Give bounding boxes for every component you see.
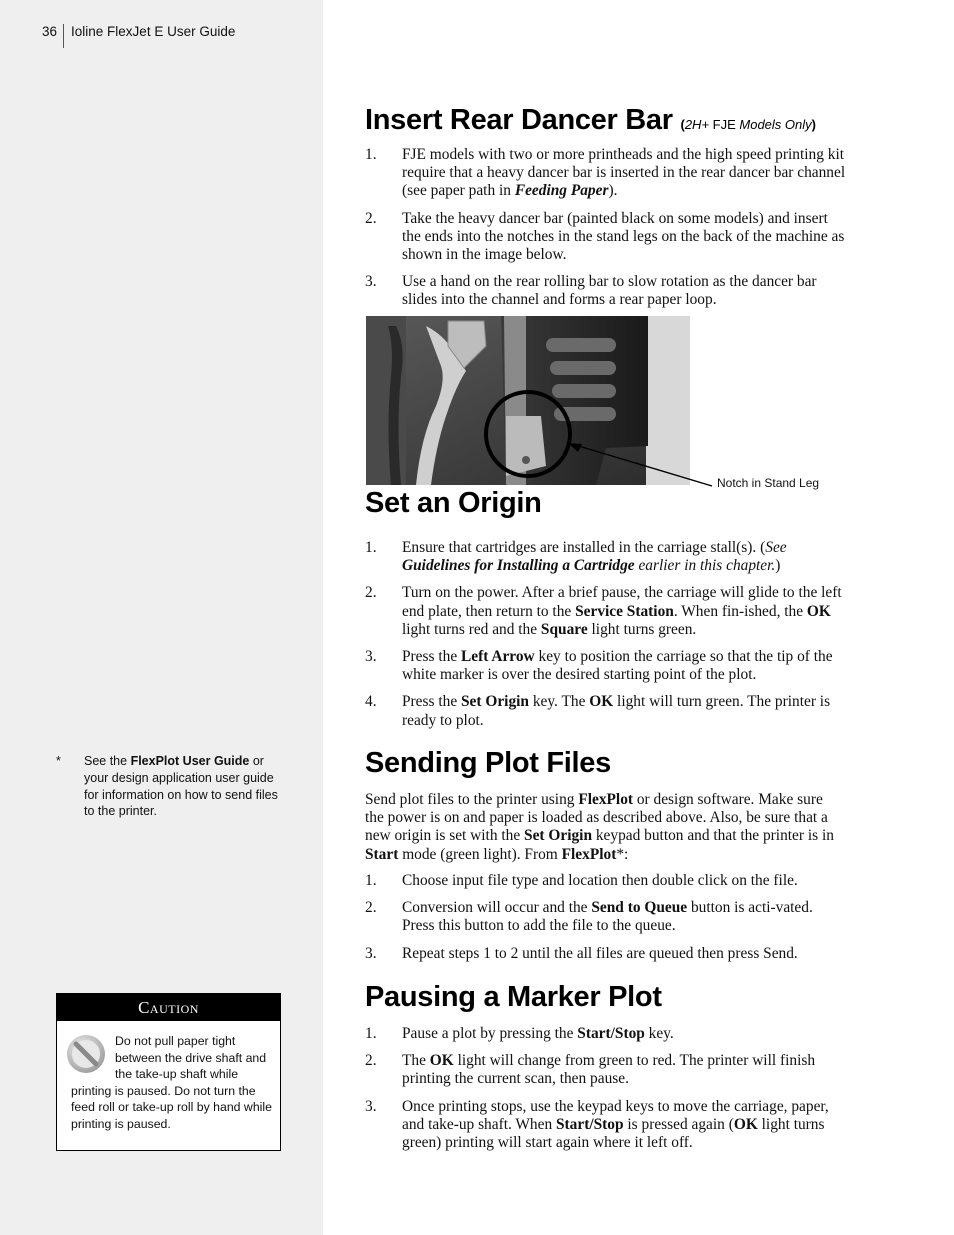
step-number: 3. — [365, 648, 377, 666]
step-text: Turn on the power. After a brief pause, the carriage will glide to the left end plate, then return to the — [402, 584, 842, 620]
key-term: FlexPlot — [561, 845, 617, 863]
footnote-text-part: or your design application user guide for information on how to send files to the printer. — [84, 754, 278, 819]
step-number: 1. — [365, 539, 377, 556]
list-item — [365, 945, 847, 963]
step-text: key to position the carriage so that the tip of the white marker is over the desired starting point of the plot. — [402, 648, 833, 684]
key-term: Start/Stop — [577, 1025, 645, 1042]
list-item — [365, 584, 847, 639]
insert-steps-list — [365, 146, 847, 319]
footnote-text-part: See the — [84, 754, 131, 768]
step-text: The — [402, 1052, 430, 1070]
step-text: FJE models with two or more printheads and the high speed printing kit require that a heavy dancer bar is inserted in the rear dancer bar channel (see paper path in — [402, 146, 846, 200]
key-term: Service Station — [575, 602, 674, 620]
qualifier-part: FJE — [712, 117, 736, 132]
qualifier-part: 2H+ — [684, 117, 713, 132]
key-term: Set Origin — [461, 693, 529, 711]
step-text: Conversion will occur and the — [402, 899, 592, 917]
no-symbol-icon — [65, 1033, 107, 1075]
list-item — [365, 273, 847, 309]
paren-open: ( — [680, 117, 685, 132]
step-text: . When fin-ished, the — [673, 602, 807, 620]
heading-qualifier — [680, 117, 816, 132]
body-text: or design software. Make sure the power is on and paper is loaded as described above. Also, be sure that a new origin is set with the — [365, 791, 828, 845]
footnote-marker: * — [56, 754, 61, 768]
section-heading-insert-rear-dancer-bar — [365, 104, 816, 137]
body-text: keypad button and that the printer is in — [592, 827, 834, 845]
body-text: mode (green light). From — [398, 845, 562, 863]
page-number: 36 — [42, 24, 58, 39]
paren-close: ) — [811, 117, 816, 132]
step-text: light will turn green. The printer is ready to plot. — [402, 693, 831, 729]
key-term: FlexPlot — [578, 791, 634, 808]
key-term: Send to Queue — [591, 899, 688, 917]
key-term: Start/Stop — [556, 1115, 624, 1133]
heading-text: Insert Rear Dancer Bar — [365, 104, 673, 136]
section-heading-sending-plot-files: Sending Plot Files — [365, 747, 611, 779]
sending-steps-list — [365, 872, 847, 972]
list-item — [365, 1025, 847, 1043]
step-text: key. The — [528, 693, 590, 711]
step-text: Choose input file type and location then double click on the file. — [402, 872, 798, 889]
step-text: Take the heavy dancer bar (painted black on some models) and insert the ends into the notches in the stand legs on the back of the machine as shown in the image below. — [402, 209, 845, 264]
step-number: 1. — [365, 1025, 377, 1042]
step-text: light will change from green to red. The printer will finish printing the current scan, then pause. — [402, 1052, 816, 1088]
list-item — [365, 693, 847, 729]
body-text: *: — [616, 845, 629, 863]
key-term: OK — [429, 1052, 454, 1070]
list-item — [365, 899, 847, 935]
key-term: Square — [540, 620, 588, 638]
photo-caption: Notch in Stand Leg — [717, 476, 820, 490]
step-text: key. — [644, 1025, 674, 1042]
step-number: 1. — [365, 146, 377, 163]
list-item — [365, 648, 847, 684]
body-text: Send plot files to the printer using — [365, 791, 579, 808]
section-heading-pausing-a-marker-plot: Pausing a Marker Plot — [365, 981, 662, 1013]
footnote-emphasis: FlexPlot User Guide — [130, 754, 250, 768]
step-text: Press the — [402, 693, 461, 711]
step-text: Repeat steps 1 to 2 until the all files are queued then press Send. — [402, 944, 798, 962]
step-text: ). — [608, 182, 618, 200]
key-term: Start — [365, 845, 399, 863]
key-term: OK — [733, 1115, 758, 1133]
caution-body — [57, 1021, 280, 1133]
header-divider — [63, 24, 64, 48]
qualifier-part: Models Only — [735, 117, 812, 132]
list-item — [365, 539, 847, 575]
step-number: 2. — [365, 209, 377, 227]
caution-box — [56, 993, 281, 1151]
step-number: 2. — [365, 1052, 377, 1070]
origin-steps-list — [365, 539, 847, 739]
callout-arrow — [560, 430, 720, 490]
step-number: 2. — [365, 899, 377, 917]
step-text: light turns green) printing will start again where it left off. — [402, 1115, 825, 1152]
running-header — [42, 24, 235, 48]
document-title: Ioline FlexJet E User Guide — [71, 24, 236, 39]
step-text: light turns red and the — [402, 620, 541, 638]
cross-reference: Feeding Paper — [514, 182, 609, 200]
pausing-steps-list — [365, 1025, 847, 1161]
caution-title: Caution — [57, 994, 280, 1021]
step-text: is pressed again ( — [623, 1115, 734, 1133]
list-item — [365, 146, 847, 201]
step-text: ) — [775, 557, 781, 575]
caution-text: Do not pull paper tight between the drive shaft and the take-up shaft while printing is paused. Do not turn the feed roll or take-up roll by hand while printing is paused. — [71, 1034, 272, 1131]
step-number: 4. — [365, 693, 377, 711]
sidebar-footnote — [56, 753, 288, 820]
step-number: 2. — [365, 584, 377, 602]
cross-reference: Guidelines for Installing a Cartridge — [402, 557, 635, 575]
step-text: Once printing stops, use the keypad keys to move the carriage, paper, and take-up shaft. When — [402, 1097, 829, 1133]
section-heading-set-an-origin: Set an Origin — [365, 487, 542, 519]
footnote-text — [84, 753, 288, 820]
step-number: 3. — [365, 1097, 377, 1115]
key-term: OK — [806, 602, 831, 620]
step-text: Press the — [402, 648, 461, 666]
step-text: light turns green. — [587, 620, 697, 638]
list-item — [365, 872, 847, 890]
step-text: See — [765, 539, 787, 556]
step-number: 3. — [365, 944, 377, 962]
list-item — [365, 1098, 847, 1153]
sending-intro-paragraph — [365, 791, 845, 864]
list-item — [365, 210, 847, 265]
key-term: OK — [589, 693, 614, 711]
step-number: 3. — [365, 273, 377, 291]
list-item — [365, 1052, 847, 1088]
key-term: Left Arrow — [461, 648, 535, 666]
step-text: earlier in this chapter. — [634, 557, 776, 575]
step-number: 1. — [365, 872, 377, 889]
step-text: Ensure that cartridges are installed in the carriage stall(s). ( — [402, 539, 766, 556]
step-text: button is acti-vated. Press this button to add the file to the queue. — [402, 899, 813, 935]
key-term: Set Origin — [524, 827, 593, 845]
step-text: Pause a plot by pressing the — [402, 1025, 578, 1042]
step-text: Use a hand on the rear rolling bar to slow rotation as the dancer bar slides into the channel and forms a rear paper loop. — [402, 273, 817, 309]
